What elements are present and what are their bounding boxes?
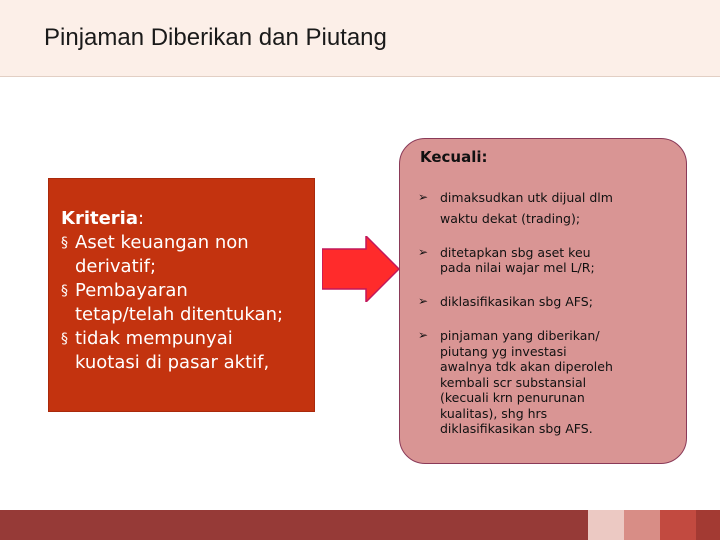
exception-item xyxy=(418,328,684,437)
exception-item-line: kualitas), shg hrs xyxy=(440,405,548,421)
criteria-item xyxy=(61,231,314,279)
exception-item-line: diklasifikasikan sbg AFS; xyxy=(440,294,593,309)
footer-block xyxy=(660,510,696,540)
right-arrow-icon xyxy=(322,236,400,302)
exception-item-line: (kecuali krn penurunan xyxy=(440,390,585,405)
criteria-heading-colon: : xyxy=(138,208,145,229)
exception-item-line: pada nilai wajar mel L/R; xyxy=(440,260,595,275)
arrow-bullet-icon: ➢ xyxy=(418,328,429,342)
exception-item xyxy=(418,187,684,229)
square-bullet-icon: § xyxy=(61,235,68,251)
footer-block xyxy=(624,510,660,540)
exception-item-line: waktu dekat (trading); xyxy=(440,211,581,226)
criteria-item-line: Pembayaran xyxy=(75,280,188,301)
criteria-item-line: tetap/telah ditentukan; xyxy=(75,304,284,325)
criteria-heading-label: Kriteria xyxy=(61,208,139,229)
slide-title: Pinjaman Diberikan dan Piutang xyxy=(44,24,387,51)
arrow-bullet-icon: ➢ xyxy=(418,294,429,308)
criteria-item-line: Aset keuangan non xyxy=(75,232,249,253)
exceptions-box xyxy=(399,138,687,464)
criteria-item-line: derivatif; xyxy=(75,256,157,277)
criteria-item-line: kuotasi di pasar aktif, xyxy=(75,352,270,373)
arrow-bullet-icon: ➢ xyxy=(418,190,429,204)
exception-item-line: pinjaman yang diberikan/ xyxy=(440,328,600,343)
title-bar xyxy=(0,0,720,77)
square-bullet-icon: § xyxy=(61,283,68,299)
square-bullet-icon: § xyxy=(61,331,68,347)
criteria-item xyxy=(61,279,314,327)
exception-item-line: piutang yg investasi xyxy=(440,343,567,359)
footer-block xyxy=(696,510,720,540)
footer-block xyxy=(588,510,624,540)
exception-item-line: dimaksudkan utk dijual dlm xyxy=(440,190,613,205)
footer-color-blocks xyxy=(588,510,720,540)
exception-item-line: awalnya tdk akan diperoleh xyxy=(440,359,613,374)
exception-item xyxy=(418,294,684,309)
criteria-box xyxy=(48,178,315,412)
exception-item xyxy=(418,245,684,275)
exceptions-heading: Kecuali: xyxy=(420,148,488,166)
exception-item-line: ditetapkan sbg aset keu xyxy=(440,245,591,260)
exception-item-line: kembali scr substansial xyxy=(440,374,587,390)
criteria-item xyxy=(61,327,314,375)
criteria-heading xyxy=(61,207,314,231)
arrow-bullet-icon: ➢ xyxy=(418,245,429,259)
criteria-item-line: tidak mempunyai xyxy=(75,328,233,349)
exception-item-line: diklasifikasikan sbg AFS. xyxy=(440,421,593,436)
